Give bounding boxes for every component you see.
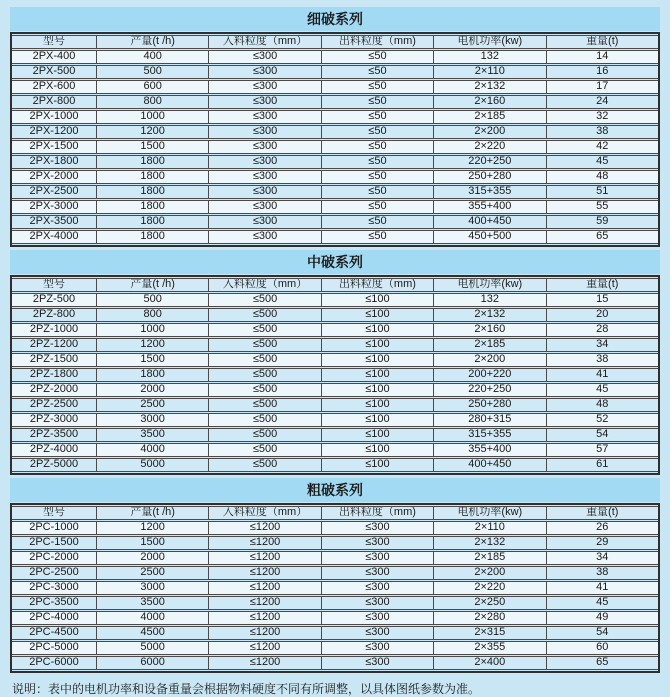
table-cell: ≤300 — [208, 185, 320, 199]
table-row — [12, 95, 658, 109]
table-cell: 2×132 — [433, 308, 545, 322]
table-cell: 355+400 — [433, 443, 545, 457]
table-cell: 2×110 — [433, 521, 545, 535]
table-cell: ≤50 — [321, 185, 433, 199]
table-cell: 2PZ-4000 — [12, 443, 96, 457]
table-cell: 16 — [546, 65, 658, 79]
table-cell: 52 — [546, 413, 658, 427]
column-header: 入料粒度（mm） — [208, 506, 320, 520]
table-cell: 42 — [546, 140, 658, 154]
table-cell: 1000 — [96, 323, 208, 337]
table-cell: ≤50 — [321, 230, 433, 244]
table-cell: 250+280 — [433, 170, 545, 184]
table-row — [12, 110, 658, 124]
table-cell: 65 — [546, 230, 658, 244]
table-cell: ≤500 — [208, 443, 320, 457]
table-cell: 450+500 — [433, 230, 545, 244]
table-cell: 49 — [546, 611, 658, 625]
table-cell: 2×355 — [433, 641, 545, 655]
table-cell: 500 — [96, 65, 208, 79]
column-header: 入料粒度（mm） — [208, 278, 320, 292]
table-row — [12, 596, 658, 610]
table-cell: ≤300 — [208, 125, 320, 139]
table-cell: 2000 — [96, 551, 208, 565]
table-cell: 41 — [546, 368, 658, 382]
table-cell: 2×160 — [433, 95, 545, 109]
table-cell: 1800 — [96, 185, 208, 199]
table-cell: 45 — [546, 383, 658, 397]
column-header: 出料粒度（mm) — [321, 278, 433, 292]
column-header: 电机功率(kw) — [433, 35, 545, 49]
table-cell: 2PC-3000 — [12, 581, 96, 595]
table-cell: 2PX-1800 — [12, 155, 96, 169]
table-cell: 2PC-1000 — [12, 521, 96, 535]
table-row — [12, 323, 658, 337]
table-cell: 2PC-4500 — [12, 626, 96, 640]
table-row — [12, 581, 658, 595]
table-cell: 2500 — [96, 398, 208, 412]
table-cell: 400 — [96, 50, 208, 64]
table-cell: 2PX-1200 — [12, 125, 96, 139]
table-cell: 1800 — [96, 200, 208, 214]
table-cell: ≤100 — [321, 398, 433, 412]
table-cell: ≤100 — [321, 368, 433, 382]
table-cell: 2PZ-3500 — [12, 428, 96, 442]
table-row — [12, 170, 658, 184]
table-cell: 55 — [546, 200, 658, 214]
column-header: 入料粒度（mm） — [208, 35, 320, 49]
table-cell: 34 — [546, 551, 658, 565]
table-cell: ≤50 — [321, 50, 433, 64]
table-cell: 2×185 — [433, 110, 545, 124]
table-cell: 220+250 — [433, 155, 545, 169]
table-row — [12, 383, 658, 397]
table-cell: 2PC-2500 — [12, 566, 96, 580]
column-header: 出料粒度（mm) — [321, 35, 433, 49]
table-cell: 2×280 — [433, 611, 545, 625]
table-cell: 2×200 — [433, 353, 545, 367]
column-header: 产量(t /h) — [96, 278, 208, 292]
table-cell: 45 — [546, 596, 658, 610]
column-header: 产量(t /h) — [96, 35, 208, 49]
table-cell: 2PZ-800 — [12, 308, 96, 322]
table-row — [12, 641, 658, 655]
table-row — [12, 551, 658, 565]
table-row — [12, 626, 658, 640]
table-cell: 2PC-1500 — [12, 536, 96, 550]
table-cell: ≤300 — [208, 230, 320, 244]
table-cell: 15 — [546, 293, 658, 307]
table-cell: ≤50 — [321, 80, 433, 94]
table-cell: ≤100 — [321, 428, 433, 442]
table-cell: 2×220 — [433, 581, 545, 595]
table-cell: 60 — [546, 641, 658, 655]
section-title: 细破系列 — [10, 7, 660, 31]
table-cell: ≤50 — [321, 170, 433, 184]
table-cell: ≤500 — [208, 383, 320, 397]
table-cell: 2×250 — [433, 596, 545, 610]
table-cell: 2×315 — [433, 626, 545, 640]
table-cell: 200+220 — [433, 368, 545, 382]
column-header: 重量(t) — [546, 35, 658, 49]
table-row — [12, 611, 658, 625]
table-cell: 3000 — [96, 413, 208, 427]
table-cell: ≤1200 — [208, 641, 320, 655]
table-cell: ≤500 — [208, 428, 320, 442]
table-cell: 2×132 — [433, 80, 545, 94]
table-cell: 2PX-1500 — [12, 140, 96, 154]
header-row — [12, 506, 658, 520]
table-cell: 24 — [546, 95, 658, 109]
table-cell: 2500 — [96, 566, 208, 580]
table-cell: 2PC-2000 — [12, 551, 96, 565]
table-cell: ≤50 — [321, 155, 433, 169]
table-cell: 4500 — [96, 626, 208, 640]
table-cell: 2×400 — [433, 656, 545, 670]
table-cell: ≤50 — [321, 200, 433, 214]
table-row — [12, 443, 658, 457]
table-cell: 14 — [546, 50, 658, 64]
table-cell: 6000 — [96, 656, 208, 670]
spec-table — [10, 32, 660, 247]
spec-tables — [10, 7, 660, 673]
table-cell: ≤500 — [208, 338, 320, 352]
column-header: 电机功率(kw) — [433, 278, 545, 292]
table-cell: ≤50 — [321, 65, 433, 79]
table-cell: ≤1200 — [208, 656, 320, 670]
table-row — [12, 200, 658, 214]
table-cell: ≤500 — [208, 353, 320, 367]
table-cell: ≤300 — [321, 656, 433, 670]
table-cell: 280+315 — [433, 413, 545, 427]
table-cell: ≤50 — [321, 125, 433, 139]
table-cell: 2PZ-2000 — [12, 383, 96, 397]
table-cell: 59 — [546, 215, 658, 229]
table-row — [12, 80, 658, 94]
table-cell: ≤100 — [321, 383, 433, 397]
table-cell: 1500 — [96, 140, 208, 154]
table-cell: 132 — [433, 293, 545, 307]
table-cell: 1200 — [96, 125, 208, 139]
column-header: 型号 — [12, 278, 96, 292]
table-cell: ≤300 — [208, 80, 320, 94]
table-cell: ≤300 — [208, 200, 320, 214]
table-cell: ≤300 — [321, 521, 433, 535]
table-cell: 29 — [546, 536, 658, 550]
table-cell: ≤100 — [321, 458, 433, 472]
table-cell: 3000 — [96, 581, 208, 595]
table-cell: ≤500 — [208, 368, 320, 382]
table-cell: ≤100 — [321, 338, 433, 352]
table-cell: 400+450 — [433, 215, 545, 229]
table-cell: 2×185 — [433, 338, 545, 352]
table-cell: ≤100 — [321, 413, 433, 427]
section-title: 粗破系列 — [10, 478, 660, 502]
table-row — [12, 125, 658, 139]
table-cell: ≤300 — [208, 140, 320, 154]
table-cell: ≤300 — [321, 611, 433, 625]
table-cell: 38 — [546, 125, 658, 139]
table-cell: 2PX-3000 — [12, 200, 96, 214]
table-cell: ≤1200 — [208, 521, 320, 535]
column-header: 出料粒度（mm) — [321, 506, 433, 520]
table-cell: ≤50 — [321, 95, 433, 109]
spec-table — [10, 275, 660, 475]
column-header: 型号 — [12, 35, 96, 49]
table-cell: ≤300 — [208, 65, 320, 79]
table-cell: 1500 — [96, 353, 208, 367]
table-row — [12, 215, 658, 229]
table-cell: 17 — [546, 80, 658, 94]
table-cell: ≤500 — [208, 458, 320, 472]
table-cell: 1800 — [96, 215, 208, 229]
table-cell: 2PC-5000 — [12, 641, 96, 655]
table-row — [12, 293, 658, 307]
table-cell: 400+450 — [433, 458, 545, 472]
table-cell: ≤1200 — [208, 581, 320, 595]
table-row — [12, 368, 658, 382]
table-cell: 800 — [96, 308, 208, 322]
table-cell: 315+355 — [433, 185, 545, 199]
table-cell: 54 — [546, 428, 658, 442]
table-cell: 2PX-1000 — [12, 110, 96, 124]
table-cell: 5000 — [96, 641, 208, 655]
table-cell: ≤500 — [208, 293, 320, 307]
header-row — [12, 35, 658, 49]
table-cell: ≤300 — [321, 626, 433, 640]
table-cell: 54 — [546, 626, 658, 640]
table-cell: 1800 — [96, 170, 208, 184]
table-cell: ≤1200 — [208, 566, 320, 580]
table-cell: ≤300 — [321, 641, 433, 655]
table-cell: ≤500 — [208, 308, 320, 322]
table-cell: 1800 — [96, 368, 208, 382]
table-cell: ≤100 — [321, 308, 433, 322]
table-cell: 2PX-2500 — [12, 185, 96, 199]
table-row — [12, 428, 658, 442]
table-cell: 250+280 — [433, 398, 545, 412]
table-cell: 2×185 — [433, 551, 545, 565]
table-cell: ≤1200 — [208, 536, 320, 550]
table-cell: 26 — [546, 521, 658, 535]
table-cell: 4000 — [96, 443, 208, 457]
table-cell: ≤1200 — [208, 551, 320, 565]
table-row — [12, 521, 658, 535]
table-row — [12, 338, 658, 352]
table-cell: ≤300 — [321, 566, 433, 580]
table-cell: 2000 — [96, 383, 208, 397]
table-cell: 5000 — [96, 458, 208, 472]
table-cell: ≤1200 — [208, 626, 320, 640]
column-header: 型号 — [12, 506, 96, 520]
table-cell: ≤50 — [321, 140, 433, 154]
table-cell: 600 — [96, 80, 208, 94]
table-cell: ≤100 — [321, 353, 433, 367]
table-cell: ≤500 — [208, 398, 320, 412]
table-cell: 2PZ-500 — [12, 293, 96, 307]
table-cell: 1000 — [96, 110, 208, 124]
table-cell: 2PZ-3000 — [12, 413, 96, 427]
table-cell: 315+355 — [433, 428, 545, 442]
table-cell: ≤300 — [321, 536, 433, 550]
table-cell: 2PX-800 — [12, 95, 96, 109]
table-cell: 48 — [546, 170, 658, 184]
table-cell: ≤300 — [321, 581, 433, 595]
table-row — [12, 308, 658, 322]
table-row — [12, 353, 658, 367]
table-cell: 2PX-2000 — [12, 170, 96, 184]
table-cell: ≤500 — [208, 323, 320, 337]
table-cell: 355+400 — [433, 200, 545, 214]
table-cell: 2×110 — [433, 65, 545, 79]
table-cell: 1200 — [96, 338, 208, 352]
table-cell: 61 — [546, 458, 658, 472]
table-cell: ≤300 — [321, 551, 433, 565]
table-cell: ≤300 — [208, 110, 320, 124]
table-cell: ≤50 — [321, 215, 433, 229]
table-cell: 1200 — [96, 521, 208, 535]
table-row — [12, 536, 658, 550]
table-cell: 28 — [546, 323, 658, 337]
table-cell: 1800 — [96, 230, 208, 244]
table-cell: 34 — [546, 338, 658, 352]
column-header: 重量(t) — [546, 506, 658, 520]
table-cell: 2PX-400 — [12, 50, 96, 64]
table-cell: ≤300 — [208, 95, 320, 109]
table-cell: 1500 — [96, 536, 208, 550]
table-cell: 2PC-6000 — [12, 656, 96, 670]
table-cell: 2PZ-5000 — [12, 458, 96, 472]
table-cell: 2×160 — [433, 323, 545, 337]
table-row — [12, 656, 658, 670]
table-cell: 1800 — [96, 155, 208, 169]
table-cell: 2PX-3500 — [12, 215, 96, 229]
table-cell: 132 — [433, 50, 545, 64]
table-row — [12, 398, 658, 412]
table-cell: 2×200 — [433, 566, 545, 580]
table-row — [12, 185, 658, 199]
table-cell: 32 — [546, 110, 658, 124]
table-cell: 38 — [546, 566, 658, 580]
table-row — [12, 155, 658, 169]
table-cell: 45 — [546, 155, 658, 169]
table-cell: 220+250 — [433, 383, 545, 397]
table-cell: 41 — [546, 581, 658, 595]
column-header: 电机功率(kw) — [433, 506, 545, 520]
table-cell: 500 — [96, 293, 208, 307]
table-cell: 2PX-500 — [12, 65, 96, 79]
table-cell: ≤300 — [208, 170, 320, 184]
table-cell: ≤300 — [208, 155, 320, 169]
table-cell: 2PX-4000 — [12, 230, 96, 244]
table-cell: 65 — [546, 656, 658, 670]
table-cell: ≤100 — [321, 293, 433, 307]
table-row — [12, 230, 658, 244]
table-cell: ≤1200 — [208, 596, 320, 610]
table-cell: 2PZ-1200 — [12, 338, 96, 352]
column-header: 产量(t /h) — [96, 506, 208, 520]
column-header: 重量(t) — [546, 278, 658, 292]
table-cell: 3500 — [96, 596, 208, 610]
table-cell: 800 — [96, 95, 208, 109]
table-cell: ≤300 — [208, 215, 320, 229]
table-cell: 51 — [546, 185, 658, 199]
table-cell: 4000 — [96, 611, 208, 625]
table-cell: ≤50 — [321, 110, 433, 124]
table-cell: 2PZ-2500 — [12, 398, 96, 412]
table-row — [12, 50, 658, 64]
table-row — [12, 413, 658, 427]
table-cell: ≤500 — [208, 413, 320, 427]
table-cell: 48 — [546, 398, 658, 412]
table-row — [12, 458, 658, 472]
table-cell: 2PC-3500 — [12, 596, 96, 610]
table-cell: 38 — [546, 353, 658, 367]
table-cell: 2×200 — [433, 125, 545, 139]
table-row — [12, 65, 658, 79]
table-cell: 2×220 — [433, 140, 545, 154]
table-cell: 2PZ-1500 — [12, 353, 96, 367]
table-cell: 2PZ-1000 — [12, 323, 96, 337]
table-row — [12, 140, 658, 154]
table-cell: ≤1200 — [208, 611, 320, 625]
table-cell: 3500 — [96, 428, 208, 442]
table-cell: ≤100 — [321, 323, 433, 337]
table-cell: 2PX-600 — [12, 80, 96, 94]
table-cell: 2PC-4000 — [12, 611, 96, 625]
table-cell: ≤100 — [321, 443, 433, 457]
footer-note: 说明：表中的电机功率和设备重量会根据物料硬度不同有所调整，以具体图纸参数为准。 — [12, 682, 481, 696]
section-title: 中破系列 — [10, 250, 660, 274]
table-cell: 2×132 — [433, 536, 545, 550]
table-row — [12, 566, 658, 580]
table-cell: ≤300 — [208, 50, 320, 64]
header-row — [12, 278, 658, 292]
spec-table — [10, 503, 660, 673]
table-cell: ≤300 — [321, 596, 433, 610]
table-cell: 20 — [546, 308, 658, 322]
table-cell: 2PZ-1800 — [12, 368, 96, 382]
table-cell: 57 — [546, 443, 658, 457]
